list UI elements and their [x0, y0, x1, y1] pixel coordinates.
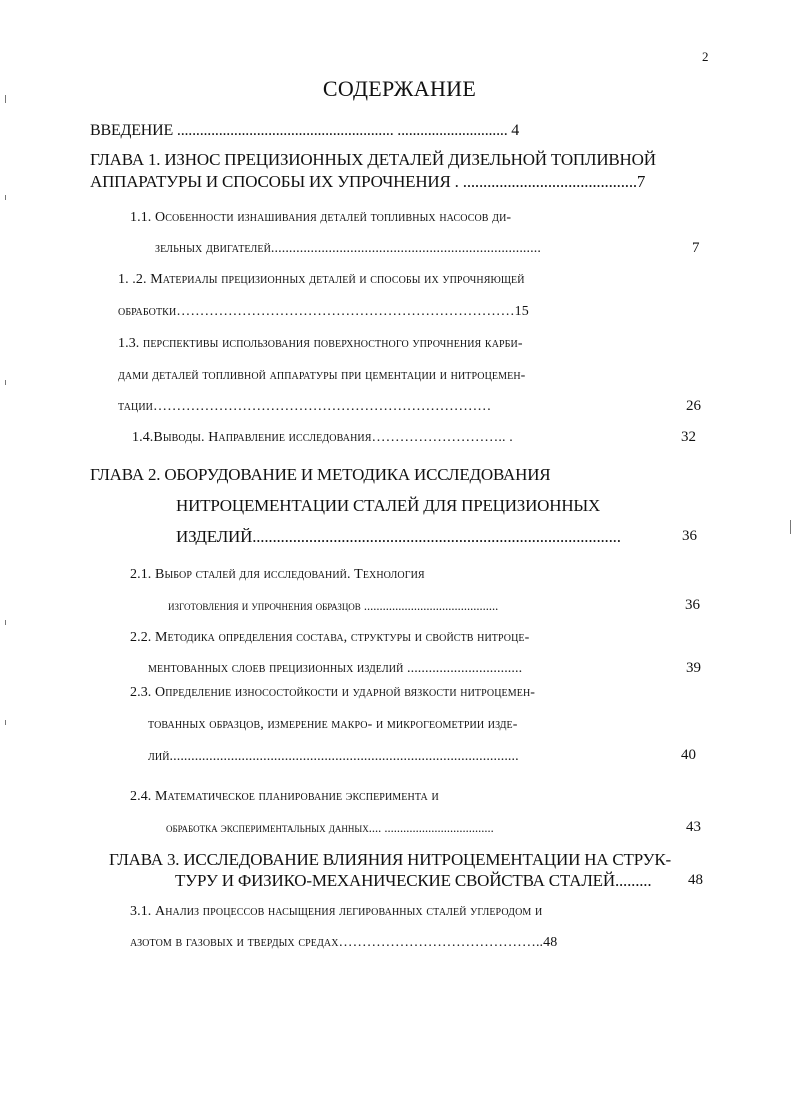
toc-section-1-3-line-2: дами деталей топливной аппаратуры при цементации и нитроцемен-	[118, 368, 526, 383]
toc-section-1-2-line-2: обработки………………………………………………………………15	[118, 304, 529, 319]
toc-section-1-2-line-1: 1. .2. Материалы прецизионных деталей и способы их упрочняющей	[118, 272, 525, 287]
toc-section-2-4-line-2: обработка экспериментальных данных.... ...................................	[166, 821, 494, 835]
toc-section-1-1-page: 7	[692, 240, 700, 256]
toc-chapter-2-line-2: НИТРОЦЕМЕНТАЦИИ СТАЛЕЙ ДЛЯ ПРЕЦИЗИОННЫХ	[176, 496, 601, 515]
scan-speck	[5, 195, 6, 200]
toc-section-2-1-line-2: изготовления и упрочнения образцов ...........................................	[168, 599, 499, 613]
scan-speck	[5, 720, 6, 725]
toc-chapter-1-line-2: АППАРАТУРЫ И СПОСОБЫ ИХ УПРОЧНЕНИЯ . ...........................................7	[90, 172, 646, 191]
toc-section-1-4-page: 32	[681, 429, 696, 445]
scan-speck	[5, 380, 6, 385]
toc-section-2-2-line-1: 2.2. Методика определения состава, структуры и свойств нитроце-	[130, 630, 530, 645]
toc-section-1-1-line-1: 1.1. Особенности изнашивания деталей топливных насосов ди-	[130, 210, 512, 225]
page-title: СОДЕРЖАНИЕ	[322, 76, 477, 101]
toc-section-3-1-line-2: азотом в газовых и твердых средах……………………………………..48	[130, 935, 558, 950]
toc-section-3-1-line-1: 3.1. Анализ процессов насыщения легированных сталей углеродом и	[130, 904, 543, 919]
toc-chapter-1-line-1: ГЛАВА 1. ИЗНОС ПРЕЦИЗИОННЫХ ДЕТАЛЕЙ ДИЗЕЛЬНОЙ ТОПЛИВНОЙ	[90, 150, 656, 169]
toc-section-2-3-line-1: 2.3. Определение износостойкости и ударной вязкости нитроцемен-	[130, 685, 536, 700]
toc-section-1-1-line-2: зельных двигателей...........................................................................	[155, 241, 541, 256]
toc-section-1-4: 1.4.Выводы. Направление исследования……………………….. .	[132, 430, 513, 445]
toc-chapter-2-line-1: ГЛАВА 2. ОБОРУДОВАНИЕ И МЕТОДИКА ИССЛЕДОВАНИЯ	[90, 465, 551, 484]
scan-speck	[5, 95, 6, 103]
scan-speck	[5, 620, 6, 625]
toc-section-2-1-line-1: 2.1. Выбор сталей для исследований. Технология	[130, 567, 425, 582]
toc-section-1-3-line-1: 1.3. перспективы использования поверхностного упрочнения карби-	[118, 336, 523, 351]
toc-section-1-3-line-3: тации………………………………………………………………	[118, 399, 492, 414]
toc-section-2-4-line-1: 2.4. Математическое планирование эксперимента и	[130, 789, 439, 804]
toc-chapter-3-line-2: ТУРУ И ФИЗИКО-МЕХАНИЧЕСКИЕ СВОЙСТВА СТАЛЕЙ.........	[175, 871, 652, 890]
toc-chapter-2-line-3: ИЗДЕЛИЙ...........................................................................................	[176, 528, 621, 545]
toc-section-1-3-page: 26	[686, 398, 701, 414]
toc-section-2-3-line-3: лий.................................................................................................	[148, 749, 519, 764]
toc-chapter-3-page: 48	[688, 872, 703, 888]
toc-entry-introduction: ВВЕДЕНИЕ ......................................................... ............................. 4	[90, 122, 520, 139]
toc-section-2-2-page: 39	[686, 660, 701, 676]
toc-section-2-2-line-2: ментованных слоев прецизионных изделий ................................	[148, 661, 523, 676]
toc-section-2-1-page: 36	[685, 597, 700, 613]
scan-speck	[790, 520, 791, 534]
toc-chapter-3-line-1: ГЛАВА 3. ИССЛЕДОВАНИЕ ВЛИЯНИЯ НИТРОЦЕМЕНТАЦИИ НА СТРУК-	[109, 850, 671, 869]
toc-section-2-3-line-2: тованных образцов, измерение макро- и микрогеометрии изде-	[148, 717, 518, 732]
page-number: 2	[702, 49, 709, 64]
toc-chapter-2-page: 36	[682, 528, 697, 544]
toc-section-2-4-page: 43	[686, 819, 701, 835]
toc-section-2-3-page: 40	[681, 747, 696, 763]
